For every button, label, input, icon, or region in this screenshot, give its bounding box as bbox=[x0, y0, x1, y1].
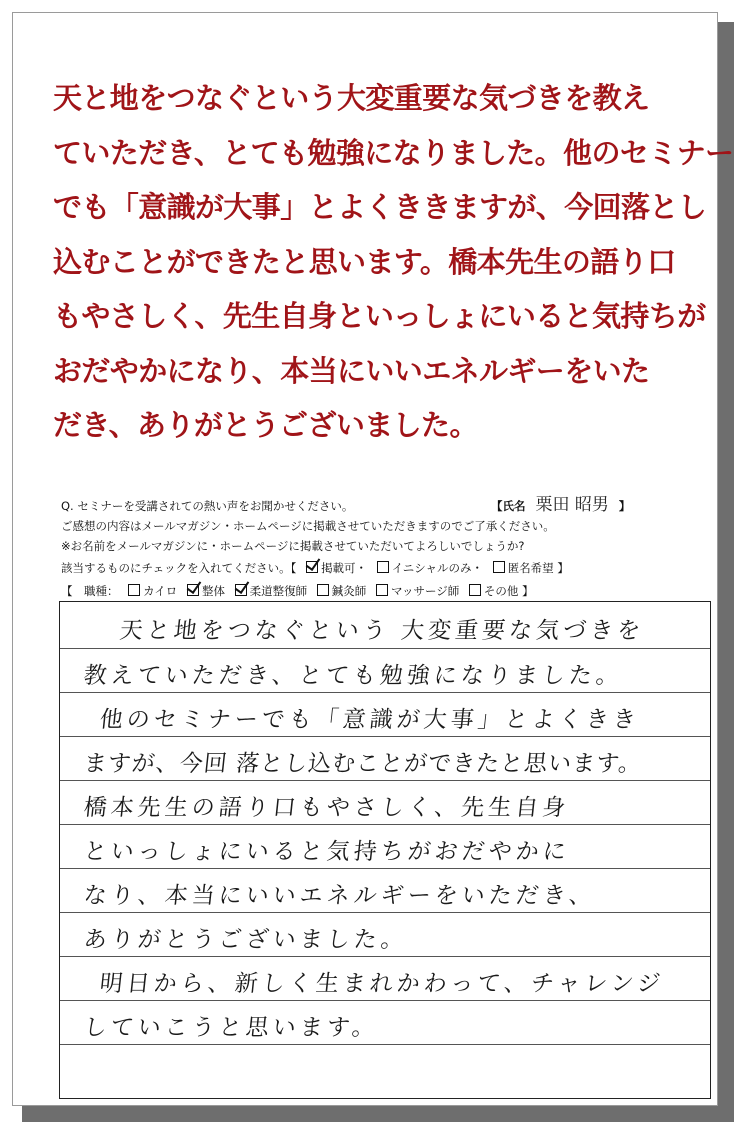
option-initials-only: イニシャルのみ・ bbox=[391, 561, 484, 575]
occupation-massage: マッサージ師 bbox=[390, 584, 460, 598]
ruled-line bbox=[60, 648, 710, 649]
occupation-judo: 柔道整復師 bbox=[249, 584, 308, 598]
handwritten-line: といっしょにいると気持ちがおだやかに bbox=[82, 839, 572, 865]
checkbox-chiro[interactable] bbox=[128, 584, 140, 596]
name-close: 】 bbox=[618, 499, 631, 513]
occupation-chiro: カイロ bbox=[143, 584, 178, 598]
headline-quote bbox=[53, 71, 734, 453]
checkbox-massage[interactable] bbox=[376, 584, 388, 596]
occupation-close: 】 bbox=[522, 584, 534, 598]
handwritten-line: していこうと思います。 bbox=[82, 1015, 381, 1041]
occupation-other: その他 bbox=[483, 584, 519, 598]
headline-line: ていただき、とても勉強になりました。他のセミナー bbox=[53, 135, 734, 170]
headline-line: でも「意識が大事」とよくききますが、今回落とし bbox=[53, 190, 707, 224]
notice-consent: ご感想の内容はメールマガジン・ホームページに掲載させていただきますのでご了承ください。 bbox=[61, 519, 555, 533]
checkbox-seitai[interactable] bbox=[187, 584, 199, 596]
ruled-line bbox=[60, 956, 710, 957]
publish-options-row bbox=[61, 561, 569, 575]
ruled-line bbox=[60, 736, 710, 737]
handwritten-line: なり、本当にいいエネルギーをいただき、 bbox=[82, 883, 598, 909]
name-label: 【氏名 bbox=[491, 499, 526, 513]
ruled-line bbox=[60, 692, 710, 693]
name-field bbox=[491, 495, 631, 515]
handwritten-line: ありがとうございました。 bbox=[82, 927, 410, 953]
headline-line: 込むことができたと思います。橋本先生の語り口 bbox=[53, 244, 676, 279]
option-anonymous: 匿名希望 bbox=[507, 561, 554, 575]
ruled-line bbox=[60, 780, 710, 781]
handwritten-line: 他のセミナーでも「意識が大事」とよくきき bbox=[98, 707, 642, 733]
notice-publish-question: ※お名前をメールマガジンに・ホームページに掲載させていただいてよろしいでしょうか? bbox=[61, 539, 525, 553]
checkbox-judo[interactable] bbox=[235, 584, 247, 596]
headline-line: だき、ありがとうございました。 bbox=[53, 408, 478, 442]
publish-close: 】 bbox=[557, 561, 569, 575]
ruled-line bbox=[60, 912, 710, 913]
question-text: Q. セミナーを受講されての熱い声をお聞かせください。 bbox=[61, 499, 354, 513]
handwritten-line: 教えていただき、とても勉強になりました。 bbox=[82, 663, 625, 689]
headline-line: おだやかになり、本当にいいエネルギーをいた bbox=[53, 353, 650, 388]
occupation-seitai: 整体 bbox=[201, 584, 225, 598]
headline-line: もやさしく、先生自身といっしょにいると気持ちが bbox=[53, 299, 706, 333]
option-publish-ok: 掲載可・ bbox=[321, 561, 368, 575]
ruled-line bbox=[60, 1044, 710, 1045]
check-prompt: 該当するものにチェックを入れてください。【 bbox=[61, 561, 297, 575]
handwritten-line: 明日から、新しく生まれかわって、チャレンジ bbox=[98, 971, 666, 997]
handwriting-area bbox=[59, 601, 711, 1099]
checkbox-anonymous[interactable] bbox=[493, 561, 505, 573]
ruled-line bbox=[60, 868, 710, 869]
survey-form bbox=[49, 473, 715, 1103]
checkbox-acupuncture[interactable] bbox=[317, 584, 329, 596]
occupation-row bbox=[61, 584, 534, 598]
handwritten-line: 天と地をつなぐという 大変重要な気づきを bbox=[118, 618, 646, 644]
occupation-acupuncture: 鍼灸師 bbox=[331, 584, 367, 598]
handwritten-line: 橋本先生の語り口もやさしく、先生自身 bbox=[82, 795, 571, 821]
occupation-label: 【 職種： bbox=[61, 584, 119, 598]
name-value: 栗田 昭男 bbox=[535, 495, 609, 515]
ruled-line bbox=[60, 824, 710, 825]
ruled-line bbox=[60, 1000, 710, 1001]
checkbox-initials-only[interactable] bbox=[377, 561, 389, 573]
checkbox-other[interactable] bbox=[469, 584, 481, 596]
checkbox-publish-ok[interactable] bbox=[306, 561, 318, 573]
handwritten-line: ますが、今回 落とし込むことができたと思います。 bbox=[82, 751, 644, 777]
testimonial-card bbox=[12, 12, 734, 1106]
headline-line: 天と地をつなぐという大変重要な気づきを教え bbox=[53, 81, 650, 115]
